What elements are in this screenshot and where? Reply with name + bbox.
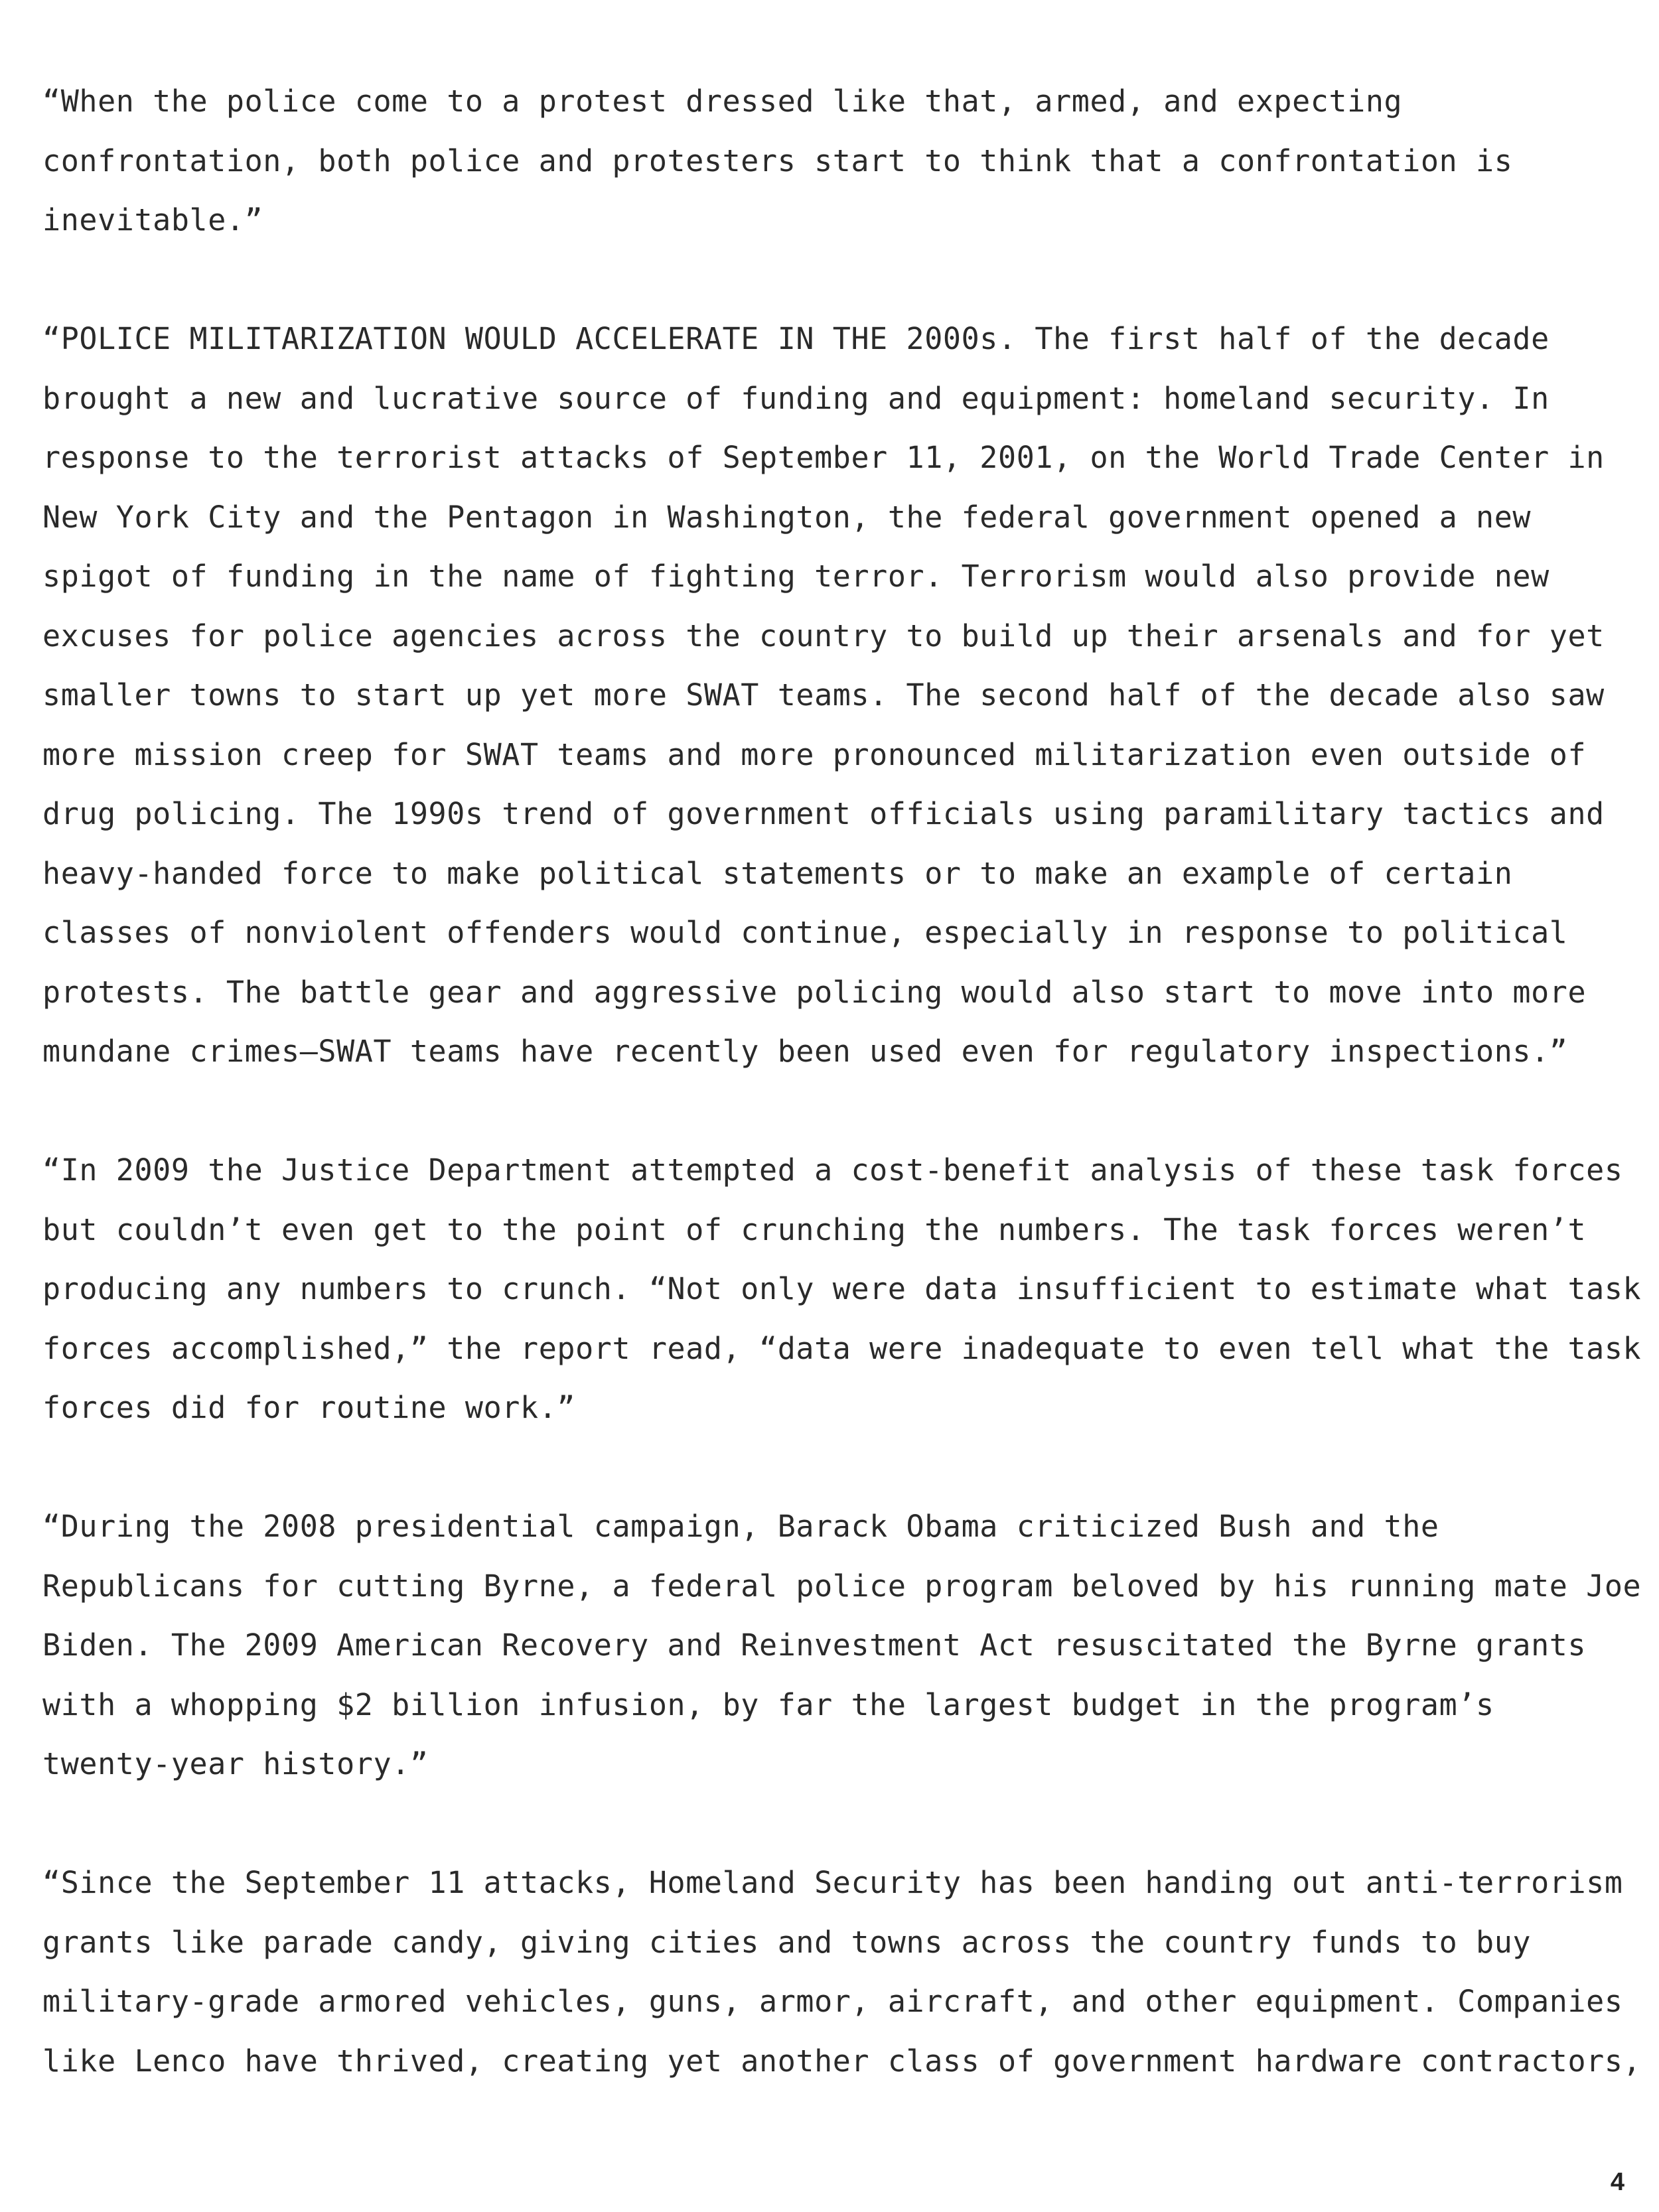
text-line: “Since the September 11 attacks, Homeland Security has been handing out anti-terrorism (42, 1865, 1623, 1900)
text-line: protests. The battle gear and aggressive policing would also start to move into more (42, 974, 1587, 1010)
text-line: “POLICE MILITARIZATION WOULD ACCELERATE IN THE 2000s. The first half of the decade (42, 321, 1550, 356)
text-line: smaller towns to start up yet more SWAT teams. The second half of the decade also saw (42, 677, 1605, 713)
text-line: “In 2009 the Justice Department attempted a cost-benefit analysis of these task forces (42, 1152, 1623, 1188)
text-line: New York City and the Pentagon in Washington, the federal government opened a new (42, 499, 1532, 535)
text-line: confrontation, both police and protesters start to think that a confrontation is (42, 143, 1513, 178)
text-line: Biden. The 2009 American Recovery and Reinvestment Act resuscitated the Byrne grants (42, 1627, 1587, 1663)
paragraph-police-militarization (42, 309, 1628, 1081)
text-line: heavy-handed force to make political statements or to make an example of certain (42, 855, 1513, 891)
text-line: inevitable.” (42, 202, 263, 238)
text-line: forces did for routine work.” (42, 1390, 576, 1425)
paragraph-byrne-grants (42, 1497, 1642, 1794)
paragraph-homeland-security (42, 1853, 1642, 2091)
text-line: drug policing. The 1990s trend of government officials using paramilitary tactics and (42, 796, 1605, 831)
paragraph-justice-department (42, 1141, 1642, 1438)
text-line: mundane crimes—SWAT teams have recently been used even for regulatory inspections.” (42, 1034, 1568, 1069)
text-line: response to the terrorist attacks of September 11, 2001, on the World Trade Center in (42, 440, 1605, 475)
text-line: “When the police come to a protest dressed like that, armed, and expecting (42, 84, 1403, 119)
text-line: forces accomplished,” the report read, “data were inadequate to even tell what the task (42, 1330, 1642, 1366)
text-line: more mission creep for SWAT teams and more pronounced militarization even outside of (42, 736, 1587, 772)
page-number: 4 (1610, 2168, 1624, 2196)
text-line: Republicans for cutting Byrne, a federal police program beloved by his running mate Joe (42, 1568, 1642, 1604)
text-line: brought a new and lucrative source of funding and equipment: homeland security. In (42, 380, 1550, 416)
text-line: like Lenco have thrived, creating yet another class of government hardware contractors, (42, 2043, 1642, 2079)
paragraph-protest-quote (42, 72, 1628, 250)
text-line: grants like parade candy, giving cities and towns across the country funds to buy (42, 1924, 1532, 1960)
text-line: “During the 2008 presidential campaign, Barack Obama criticized Bush and the (42, 1509, 1439, 1544)
text-line: classes of nonviolent offenders would continue, especially in response to political (42, 915, 1568, 950)
text-line: but couldn’t even get to the point of crunching the numbers. The task forces weren’t (42, 1211, 1587, 1247)
text-line: twenty-year history.” (42, 1746, 429, 1781)
text-line: producing any numbers to crunch. “Not only were data insufficient to estimate what task (42, 1271, 1642, 1306)
document-body (42, 72, 1642, 2091)
text-line: excuses for police agencies across the country to build up their arsenals and for yet (42, 618, 1605, 654)
text-line: with a whopping $2 billion infusion, by far the largest budget in the program’s (42, 1687, 1494, 1722)
text-line: military-grade armored vehicles, guns, armor, aircraft, and other equipment. Companies (42, 1984, 1623, 2019)
text-line: spigot of funding in the name of fighting terror. Terrorism would also provide new (42, 559, 1550, 594)
